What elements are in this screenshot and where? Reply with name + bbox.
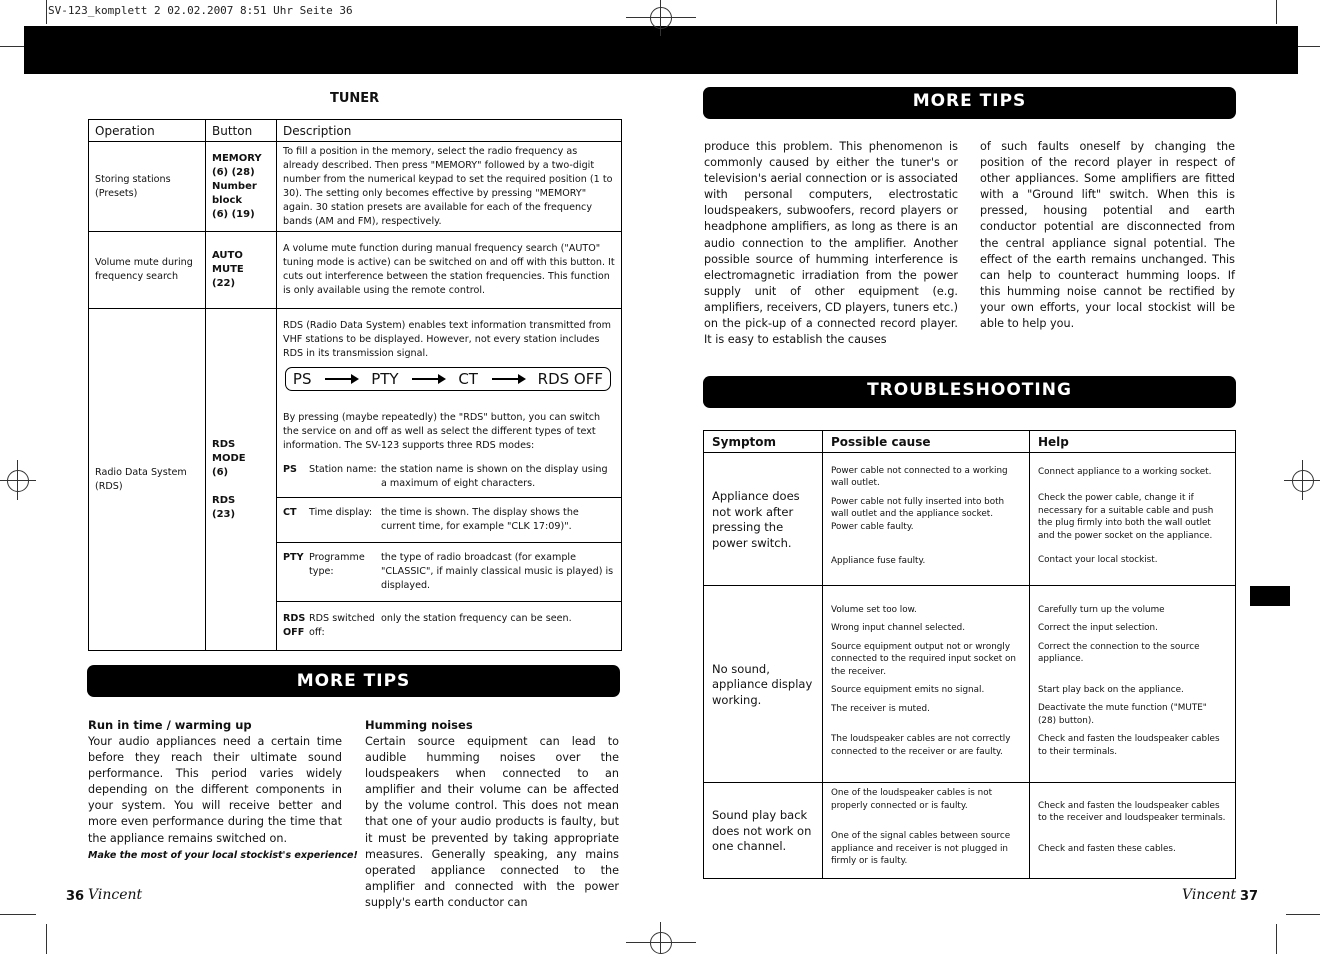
more-tips-col2: of such faults oneself by changing the position of the record player in respect of other appliances. Some amplifiers are fitted with a "Ground lift" switch. When this is pressed, housing potential and earth conductor potential are disconnected from the central appliance signal potential. The effect of the earth remains unchanged. This can help to counteract humming loops. If this humming noise cannot be rectified by your own efforts, your local stockist will be able to help you. bbox=[980, 140, 1235, 331]
arrow-right-icon bbox=[492, 378, 524, 380]
help-cell: Check and fasten the loudspeaker cables to the receiver and loudspeaker terminals. Check and fasten these cables. bbox=[1030, 783, 1236, 879]
rds-mode-pty: PTY Programme type: the type of radio broadcast (for example "CLASSIC", if mainly classical music is played) is displayed. bbox=[277, 542, 621, 601]
humming-text: Certain source equipment can lead to audible humming noises over the loudspeakers when connected to an amplifier and their volume can be affected by the volume control. This does not mean that one of your audio products is faulty, but it must be prevented by taking appropriate measures. Generally speaking, any mains operated appliance connected to the amplifier and connected with the power supply's earth conductor can bbox=[365, 735, 619, 909]
page-tab bbox=[1250, 586, 1290, 606]
page-number-left: 36 bbox=[66, 889, 85, 904]
rds-intro: RDS (Radio Data System) enables text information transmitted from VHF stations to be displayed. However, not every station includes RDS in its transmission signal. bbox=[283, 320, 612, 359]
column-header: Symptom bbox=[704, 431, 823, 453]
rds-mode-ps: PS Station name: the station name is shown on the display using a maximum of eight characters. bbox=[283, 464, 608, 489]
more-tips-banner-left: MORE TIPS bbox=[87, 665, 620, 697]
crop-mark bbox=[46, 0, 47, 24]
crop-mark bbox=[0, 46, 24, 47]
tuner-table bbox=[88, 119, 622, 651]
crop-mark bbox=[1298, 46, 1320, 47]
warm-up-text: Your audio appliances need a certain time before they reach their ultimate sound performance. This period varies widely depending on the different components in your system. You will receive better and more even performance during the time that the appliance remains switched on. bbox=[88, 735, 342, 845]
flow-step: RDS OFF bbox=[537, 370, 603, 388]
tuner-title: TUNER bbox=[330, 91, 380, 106]
operation-cell: Volume mute during frequency search bbox=[89, 232, 206, 309]
registration-mark-icon bbox=[7, 470, 29, 492]
button-cell: MEMORY (6) (28) Number block (6) (19) bbox=[206, 142, 277, 232]
operation-cell: Storing stations (Presets) bbox=[89, 142, 206, 232]
stockist-tip: Make the most of your local stockist's experience! bbox=[88, 850, 358, 861]
column-header: Description bbox=[277, 120, 622, 142]
column-header: Button bbox=[206, 120, 277, 142]
crop-mark bbox=[17, 460, 18, 500]
column-header: Operation bbox=[89, 120, 206, 142]
description-cell: A volume mute function during manual frequency search ("AUTO" tuning mode is active) can be switched on and off with this button. It cuts out interference between the station frequencies. This function is only available using the remote control. bbox=[277, 232, 622, 309]
more-tips-col1: produce this problem. This phenomenon is commonly caused by either the tuner's or television's aerial connection or is associated with personal computers, electrostatic loudspeakers, subwoofers, record players or headphone amplifiers, as long as there is an audio connection to the amplifier. Another possible source of humming interference is electromagnetic irradiation from the power supply unit of other equipment (e.g. amplifiers, receivers, CD players, tuners etc.) on the pick-up of a connected record player. It is easy to establish the causes bbox=[704, 140, 958, 347]
crop-mark bbox=[660, 922, 661, 954]
rds-mode-ct: CT Time display: the time is shown. The display shows the current time, for example "CLK 17:09)". bbox=[277, 497, 621, 542]
print-slug: SV-123_komplett 2 02.02.2007 8:51 Uhr Seite 36 bbox=[48, 4, 353, 17]
crop-mark bbox=[1302, 460, 1303, 500]
crop-mark bbox=[1276, 0, 1277, 24]
registration-mark-icon bbox=[1292, 470, 1314, 492]
crop-mark bbox=[1286, 914, 1320, 915]
table-row bbox=[704, 783, 1236, 879]
humming-heading: Humming noises bbox=[365, 718, 473, 732]
table-row bbox=[89, 142, 622, 232]
cause-cell: Volume set too low. Wrong input channel selected. Source equipment output not or wrongly connected to the required input socket on the receiver. Source equipment emits no signal. The receiver is muted. The loudspeaker cables are not correctly connected to the receiver or are faulty. bbox=[823, 586, 1030, 783]
troubleshooting-banner: TROUBLESHOOTING bbox=[703, 376, 1236, 408]
header-bar bbox=[24, 26, 1298, 74]
crop-mark bbox=[46, 924, 47, 954]
arrow-right-icon bbox=[412, 378, 444, 380]
warm-up-heading: Run in time / warming up bbox=[88, 718, 252, 732]
symptom-cell: Sound play back does not work on one channel. bbox=[704, 783, 823, 879]
arrow-right-icon bbox=[325, 378, 357, 380]
cause-cell: One of the loudspeaker cables is not properly connected or is faulty. One of the signal cables between source appliance and receiver is not plugged in firmly or is faulty. bbox=[823, 783, 1030, 879]
table-row bbox=[704, 586, 1236, 783]
symptom-cell: Appliance does not work after pressing the power switch. bbox=[704, 453, 823, 586]
rds-press-text: By pressing (maybe repeatedly) the "RDS" button, you can switch the service on and off as well as select the different types of text information. The SV-123 supports three RDS modes: bbox=[283, 412, 601, 451]
crop-mark bbox=[0, 914, 36, 915]
crop-mark bbox=[660, 0, 661, 36]
table-row bbox=[89, 232, 622, 309]
help-cell: Carefully turn up the volume Correct the input selection. Correct the connection to the source appliance. Start play back on the appliance. Deactivate the mute function ("MUTE" (28) button). Check and fasten the loudspeaker cables to their terminals. bbox=[1030, 586, 1236, 783]
more-tips-banner-right: MORE TIPS bbox=[703, 87, 1236, 119]
brand-logo-right: Vincent bbox=[1182, 887, 1237, 903]
description-cell: To fill a position in the memory, select the radio frequency as already described. Then press "MEMORY" followed by a two-digit number from the numerical keypad to set the required position (1 to 30). The setting only becomes effective by pressing "MEMORY" again. 30 station presets are available for each of the frequency bands (AM and FM), respectively. bbox=[277, 142, 622, 232]
crop-mark bbox=[1276, 924, 1277, 954]
operation-cell: Radio Data System (RDS) bbox=[89, 309, 206, 651]
crop-mark bbox=[626, 17, 696, 18]
flow-step: PTY bbox=[371, 370, 399, 388]
table-row bbox=[89, 309, 622, 651]
column-header: Possible cause bbox=[823, 431, 1030, 453]
button-cell: AUTO MUTE (22) bbox=[206, 232, 277, 309]
table-header-row bbox=[704, 431, 1236, 453]
rds-mode-flow bbox=[285, 367, 611, 391]
cause-cell: Power cable not connected to a working wall outlet. Power cable not fully inserted into both wall outlet and the appliance socket. Power cable faulty. Appliance fuse faulty. bbox=[823, 453, 1030, 586]
help-cell: Connect appliance to a working socket. Check the power cable, change it if necessary for a suitable cable and push the plug firmly into both the wall outlet and the power socket on the appliance. Contact your local stockist. bbox=[1030, 453, 1236, 586]
page-number-right: 37 bbox=[1240, 889, 1259, 904]
table-row bbox=[704, 453, 1236, 586]
column-header: Help bbox=[1030, 431, 1236, 453]
rds-mode-off: RDS OFF RDS switched off: only the station frequency can be seen. bbox=[277, 601, 621, 650]
symptom-cell: No sound, appliance display working. bbox=[704, 586, 823, 783]
crop-mark bbox=[0, 480, 36, 481]
crop-mark bbox=[626, 942, 696, 943]
registration-mark-icon bbox=[650, 932, 672, 954]
brand-logo-left: Vincent bbox=[88, 887, 143, 903]
registration-mark-icon bbox=[650, 7, 672, 29]
flow-step: PS bbox=[292, 370, 312, 388]
table-header-row bbox=[89, 120, 622, 142]
button-cell: RDS MODE (6) RDS (23) bbox=[206, 309, 277, 651]
troubleshooting-table bbox=[703, 430, 1236, 879]
rds-description-cell bbox=[277, 309, 622, 651]
flow-step: CT bbox=[458, 370, 478, 388]
